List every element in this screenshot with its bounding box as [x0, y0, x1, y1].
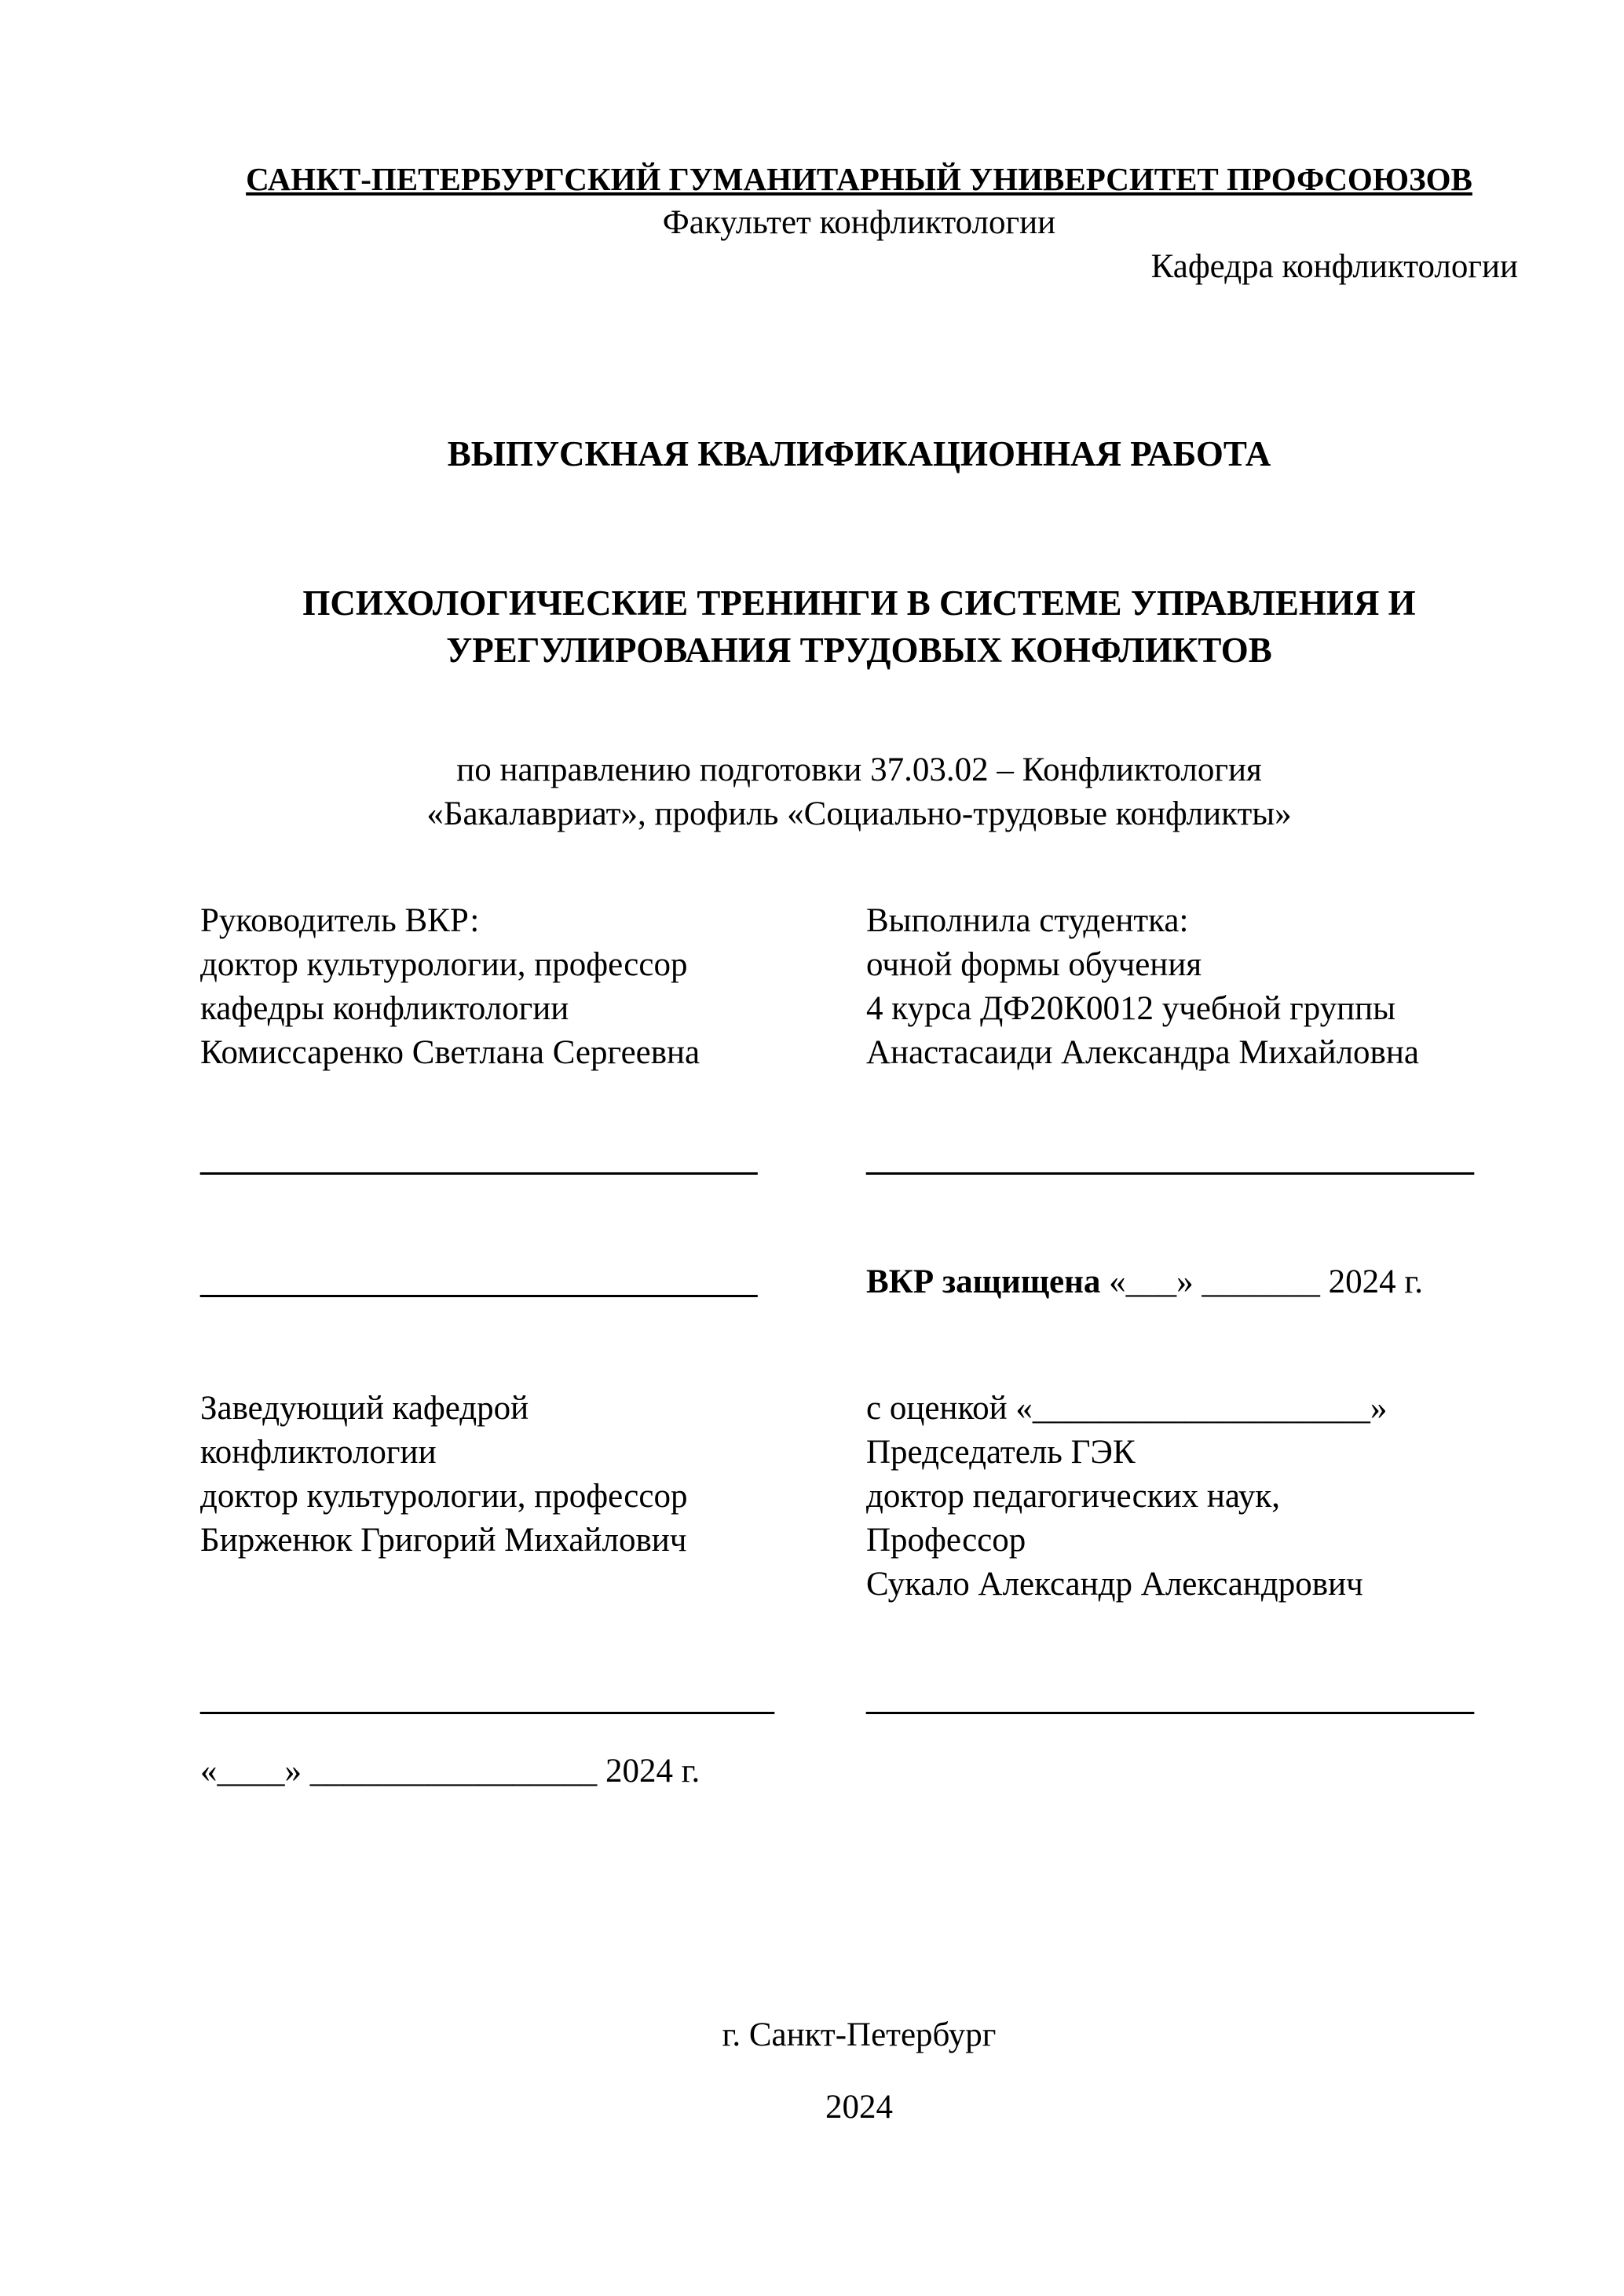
supervisor-degree: доктор культурологии, профессор	[200, 946, 688, 983]
program-profile: «Бакалавриат», профиль «Социально-трудовые конфликты»	[426, 795, 1292, 832]
student-group: 4 курса ДФ20К0012 учебной группы	[866, 990, 1396, 1027]
defense-date-blank: «___» _______ 2024 г.	[1100, 1263, 1423, 1300]
people-row-1	[200, 899, 1518, 1075]
department-head-label: Заведующий кафедрой	[200, 1390, 529, 1427]
program-info	[200, 748, 1518, 836]
supervisor-signature-line-1: _________________________________	[200, 1141, 758, 1178]
supervisor-department: кафедры конфликтологии	[200, 990, 569, 1027]
work-type-heading: ВЫПУСКНАЯ КВАЛИФИКАЦИОННАЯ РАБОТА	[447, 434, 1271, 473]
document-header	[200, 157, 1518, 289]
department-name: Кафедра конфликтологии	[1150, 248, 1518, 285]
program-direction: по направлению подготовки 37.03.02 – Конфликтология	[456, 751, 1262, 788]
grade-line: с оценкой «____________________»	[866, 1390, 1388, 1427]
supervisor-block	[200, 899, 805, 1075]
footer-city: г. Санкт-Петербург	[722, 2016, 997, 2053]
grade-committee-block	[866, 1387, 1518, 1607]
committee-chair-name: Сукало Александр Александрович	[866, 1566, 1363, 1603]
people-row-2	[200, 1387, 1518, 1607]
department-head-signature-line: __________________________________	[200, 1680, 774, 1717]
committee-chair-signature-line: ____________________________________	[866, 1680, 1474, 1717]
supervisor-signature-line-2: _________________________________	[200, 1263, 758, 1300]
date-row	[200, 1749, 1518, 1793]
student-name: Анастасаиди Александра Михайловна	[866, 1034, 1419, 1071]
student-signature-line: ____________________________________	[866, 1141, 1474, 1178]
department-head-degree: доктор культурологии, профессор	[200, 1478, 688, 1515]
department-head-block	[200, 1387, 805, 1607]
committee-chair-degree: доктор педагогических наук,	[866, 1478, 1280, 1515]
signature-row-3	[200, 1677, 1518, 1721]
approval-date-line: «____» _________________ 2024 г.	[200, 1753, 700, 1790]
faculty-name: Факультет конфликтологии	[662, 204, 1056, 241]
student-block	[866, 899, 1518, 1075]
defense-date-label: ВКР защищена	[866, 1263, 1101, 1300]
student-label: Выполнила студентка:	[866, 902, 1189, 939]
signature-row-2	[200, 1260, 1518, 1304]
department-head-label-2: конфликтологии	[200, 1434, 437, 1471]
student-study-form: очной формы обучения	[866, 946, 1202, 983]
document-footer	[200, 2013, 1518, 2130]
thesis-title	[200, 579, 1518, 674]
footer-year: 2024	[825, 2089, 893, 2126]
committee-chair-rank: Профессор	[866, 1522, 1026, 1559]
defense-date-line	[866, 1260, 1518, 1304]
supervisor-name: Комиссаренко Светлана Сергеевна	[200, 1034, 700, 1071]
department-head-name: Бирженюк Григорий Михайлович	[200, 1522, 687, 1559]
signature-row-1	[200, 1138, 1518, 1182]
date-row-spacer	[866, 1749, 1518, 1793]
thesis-title-line-2: УРЕГУЛИРОВАНИЯ ТРУДОВЫХ КОНФЛИКТОВ	[446, 631, 1272, 670]
university-name: САНКТ-ПЕТЕРБУРГСКИЙ ГУМАНИТАРНЫЙ УНИВЕРСИТЕТ ПРОФСОЮЗОВ	[246, 161, 1472, 197]
thesis-title-line-1: ПСИХОЛОГИЧЕСКИЕ ТРЕНИНГИ В СИСТЕМЕ УПРАВЛЕНИЯ И	[302, 583, 1416, 623]
supervisor-label: Руководитель ВКР:	[200, 902, 480, 939]
committee-chair-label: Председатель ГЭК	[866, 1434, 1136, 1471]
